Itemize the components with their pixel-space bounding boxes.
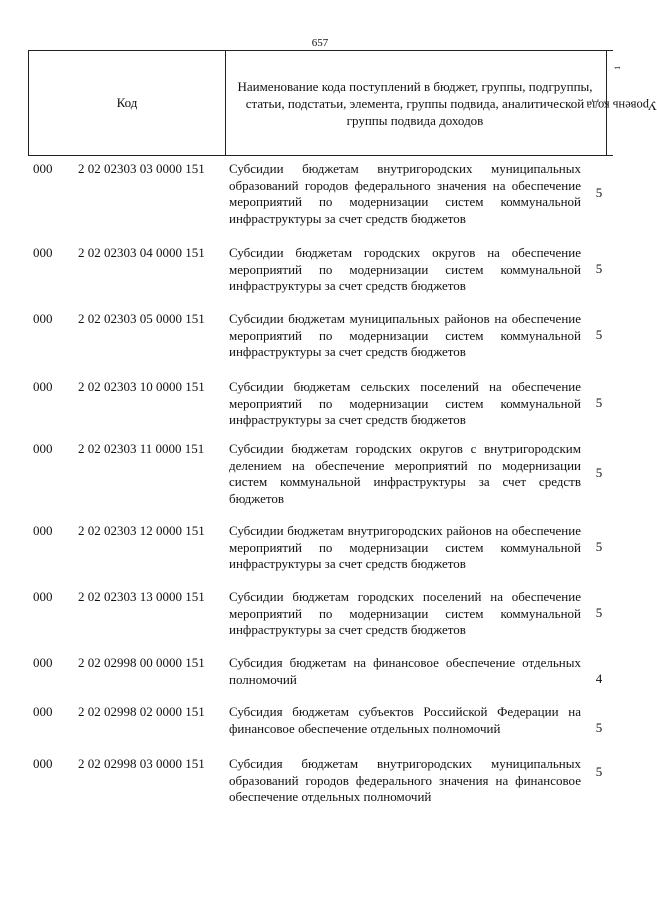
revenue-code: 2 02 02303 13 0000 151 bbox=[78, 589, 205, 604]
code-level: 5 bbox=[595, 261, 603, 276]
header-name: Наименование кода поступлений в бюджет, группы, подгруппы, статьи, подстатьи, элемента, группы подвида, аналитической группы подвида доходов bbox=[237, 78, 593, 128]
admin-code: 000 bbox=[33, 379, 53, 394]
table-header bbox=[28, 50, 657, 156]
revenue-code: 2 02 02303 05 0000 151 bbox=[78, 311, 205, 326]
revenue-code: 2 02 02303 04 0000 151 bbox=[78, 245, 205, 260]
page-number: 657 bbox=[311, 37, 329, 49]
admin-code: 000 bbox=[33, 756, 53, 771]
header-code: Код bbox=[28, 51, 226, 155]
header-level-footnote: 1 bbox=[612, 65, 622, 70]
revenue-name: Субсидии бюджетам сельских поселений на обеспечение мероприятий по модернизации систем коммунальной инфраструктуры за счет средств бюджетов bbox=[229, 379, 581, 427]
revenue-name: Субсидии бюджетам муниципальных районов на обеспечение мероприятий по модернизации систем коммунальной инфраструктуры за счет средств бюджетов bbox=[229, 311, 581, 359]
admin-code: 000 bbox=[33, 704, 53, 719]
admin-code: 000 bbox=[33, 311, 53, 326]
revenue-name: Субсидии бюджетам городских поселений на обеспечение мероприятий по модернизации систем коммунальной инфраструктуры за счет средств бюджетов bbox=[229, 589, 581, 637]
revenue-code: 2 02 02998 03 0000 151 bbox=[78, 756, 205, 771]
revenue-code: 2 02 02998 02 0000 151 bbox=[78, 704, 205, 719]
admin-code: 000 bbox=[33, 655, 53, 670]
code-level: 5 bbox=[595, 327, 603, 342]
admin-code: 000 bbox=[33, 589, 53, 604]
header-level bbox=[586, 51, 657, 155]
admin-code: 000 bbox=[33, 245, 53, 260]
code-level: 5 bbox=[595, 720, 603, 735]
revenue-code: 2 02 02998 00 0000 151 bbox=[78, 655, 205, 670]
code-level: 5 bbox=[595, 605, 603, 620]
revenue-name: Субсидии бюджетам внутригородских муниципальных образований городов федерального значения на обеспечение мероприятий по модернизации систем коммунальной инфраструктуры за счет средств бюджетов bbox=[229, 161, 581, 226]
code-level: 4 bbox=[595, 671, 603, 686]
revenue-code: 2 02 02303 10 0000 151 bbox=[78, 379, 205, 394]
revenue-code: 2 02 02303 12 0000 151 bbox=[78, 523, 205, 538]
admin-code: 000 bbox=[33, 441, 53, 456]
code-level: 5 bbox=[595, 465, 603, 480]
revenue-name: Субсидия бюджетам субъектов Российской Федерации на финансовое обеспечение отдельных полномочий bbox=[229, 704, 581, 736]
revenue-code: 2 02 02303 11 0000 151 bbox=[78, 441, 205, 456]
code-level: 5 bbox=[595, 539, 603, 554]
revenue-name: Субсидия бюджетам внутригородских муниципальных образований городов федерального значения на финансовое обеспечение отдельных полномочий bbox=[229, 756, 581, 804]
revenue-name: Субсидии бюджетам городских округов на обеспечение мероприятий по модернизации систем коммунальной инфраструктуры за счет средств бюджетов bbox=[229, 245, 581, 293]
revenue-name: Субсидии бюджетам внутригородских районов на обеспечение мероприятий по модернизации систем коммунальной инфраструктуры за счет средств бюджетов bbox=[229, 523, 581, 571]
header-level-label: Уровень кода bbox=[586, 98, 657, 113]
code-level: 5 bbox=[595, 185, 603, 200]
revenue-name: Субсидии бюджетам городских округов с внутригородским делением на обеспечение мероприятий по модернизации систем коммунальной инфраструктуры за счет средств бюджетов bbox=[229, 441, 581, 506]
admin-code: 000 bbox=[33, 523, 53, 538]
revenue-code: 2 02 02303 03 0000 151 bbox=[78, 161, 205, 176]
admin-code: 000 bbox=[33, 161, 53, 176]
code-level: 5 bbox=[595, 395, 603, 410]
revenue-name: Субсидия бюджетам на финансовое обеспечение отдельных полномочий bbox=[229, 655, 581, 687]
code-level: 5 bbox=[595, 764, 603, 779]
